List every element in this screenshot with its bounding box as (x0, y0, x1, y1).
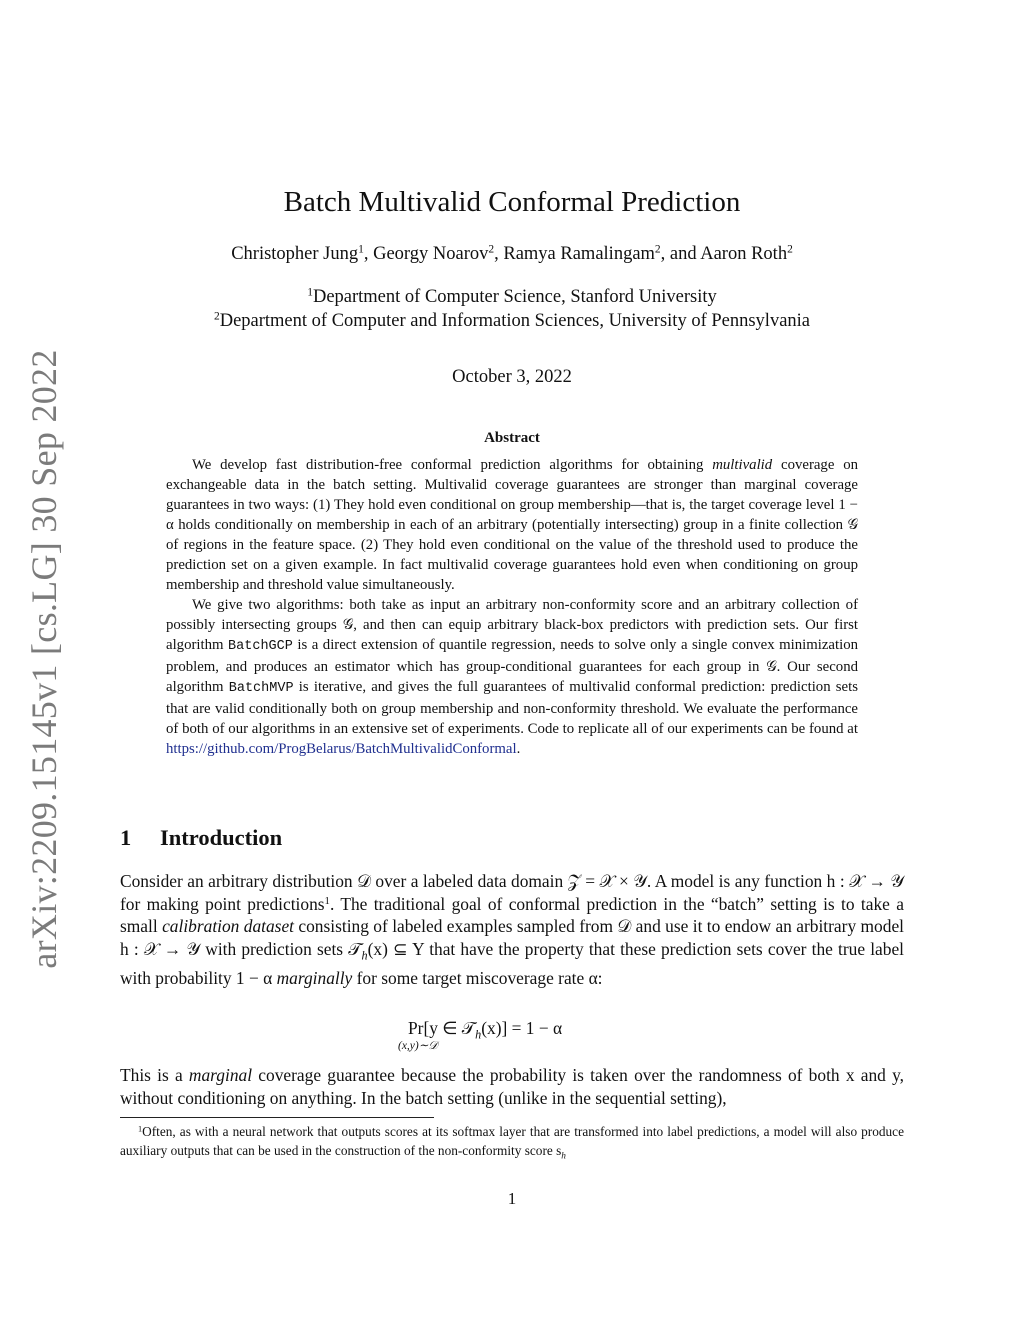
arxiv-sidebar-stamp (22, 349, 66, 969)
footnote-1: $^1$Often, as with a neural network that outputs scores at its softmax layer that are transformed into label predictions, a model will also produce auxiliary outputs that can be used in the construction of the non-conformity score $s_h$ (120, 1124, 904, 1162)
footnote-rule (120, 1117, 434, 1118)
author-name: Christopher Jung (231, 244, 359, 264)
author-name: Ramya Ramalingam (503, 244, 655, 264)
author-affil-mark: 2 (787, 243, 793, 256)
abstract-paragraph-1: We develop fast distribution-free conformal prediction algorithms for obtaining multivalid coverage on exchangeable data in the batch setting. Multivalid coverage guarantees are stronger than marginal coverage guarantees in two ways: (1) They hold even conditional on group membership—that is, the target coverage level 1 − α holds conditionally on membership in each of an arbitrary (potentially intersecting) group in a finite collection 𝒢 of regions in the feature space. (2) They hold even conditional on the value of the threshold used to produce the prediction set on a given example. In fact multivalid coverage guarantees hold even when conditioning on group membership and threshold value simultaneously. (166, 457, 859, 593)
author-affil-mark: 1 (358, 243, 364, 256)
intro-paragraph-1: Consider an arbitrary distribution 𝒟 over a labeled data domain 𝒵 = 𝒳 × 𝒴. A model is any function h : 𝒳 → 𝒴 for making point predictions$^1$. The traditional goal of conformal prediction in the “batch” setting is to take a small calibration dataset consisting of labeled examples sampled from 𝒟 and use it to endow an arbitrary model h : 𝒳 → 𝒴 with prediction sets 𝒯$_h$(x) ⊆ Y that have the property that these prediction sets cover the true label with probability 1 − α marginally for some target miscoverage rate α: (120, 871, 904, 988)
github-link[interactable]: https://github.com/ProgBelarus/BatchMultivalidConformal (166, 741, 517, 757)
footnote-marker[interactable]: 1 (324, 894, 330, 907)
section-heading-introduction: 1 Introduction (120, 825, 283, 850)
code-batchmvp: BatchMVP (228, 681, 294, 696)
abstract-paragraph-2: We give two algorithms: both take as input an arbitrary non-conformity score and an arbitrary collection of possibly intersecting groups 𝒢, and then can equip arbitrary black-box predictors with prediction sets. Our first algorithm BatchGCP is a direct extension of quantile regression, needs to solve only a single convex minimization problem, and produces an estimator which has group-conditional guarantees for each group in 𝒢. Our second algorithm BatchMVP is iterative, and gives the full guarantees of multivalid conformal prediction: prediction sets that are valid conditionally both on group membership and non-conformity threshold. We evaluate the performance of both of our algorithms in an extensive set of experiments. Code to replicate all of our experiments can be found at https://github.com/ProgBelarus/BatchMultivalidConformal. (166, 597, 859, 757)
paper-title: Batch Multivalid Conformal Prediction (283, 186, 741, 218)
author-affil-mark: 2 (654, 243, 661, 256)
page-number: 1 (507, 1189, 517, 1208)
probability-operator: Pr (x,y)∼𝒟 (398, 1018, 438, 1052)
abstract-body (166, 455, 858, 759)
code-batchgcp: BatchGCP (228, 639, 293, 654)
coverage-equation: Pr (x,y)∼𝒟 [y ∈ 𝒯$_h$(x)] = 1 − α (398, 1018, 563, 1052)
author-name: Georgy Noarov (373, 244, 489, 264)
author-list: Christopher Jung$^1$, Georgy Noarov$^2$, Ramya Ramalingam$^2$, and Aaron Roth$^2$ (231, 243, 793, 264)
affiliation-2: $^2$Department of Computer and Information Sciences, University of Pennsylvania (213, 310, 811, 331)
arxiv-id-text: arXiv:2209.15145v1 [cs.LG] 30 Sep 2022 (24, 349, 64, 969)
author-name: Aaron Roth (700, 244, 788, 264)
paper-date: October 3, 2022 (452, 367, 572, 387)
intro-paragraph-2: This is a marginal coverage guarantee because the probability is taken over the randomness of both x and y, without conditioning on anything. In the batch setting (unlike in the sequential setting), (120, 1065, 904, 1108)
author-affil-mark: 2 (488, 243, 495, 256)
abstract-heading: Abstract (484, 430, 540, 446)
affiliation-1: $^1$Department of Computer Science, Stanford University (307, 286, 717, 307)
